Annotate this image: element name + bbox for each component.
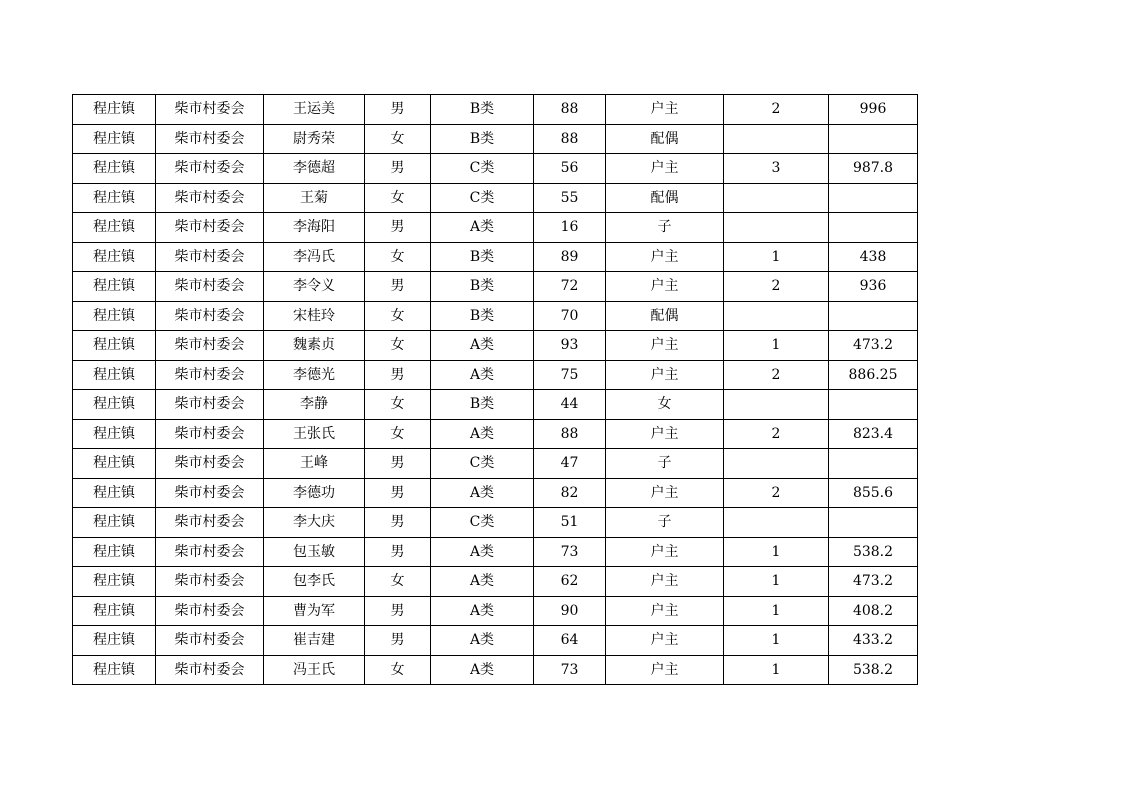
cell-category: A类	[431, 567, 534, 597]
cell-gender: 女	[365, 183, 431, 213]
cell-household-size: 2	[724, 95, 829, 125]
cell-household-size: 1	[724, 331, 829, 361]
cell-village: 柴市村委会	[156, 95, 264, 125]
cell-name: 包李氏	[264, 567, 365, 597]
cell-gender: 男	[365, 95, 431, 125]
cell-amount	[829, 124, 918, 154]
table-body	[73, 95, 918, 685]
cell-category: A类	[431, 537, 534, 567]
cell-category: C类	[431, 449, 534, 479]
cell-age: 56	[534, 154, 606, 184]
cell-age: 88	[534, 95, 606, 125]
cell-household-size: 1	[724, 626, 829, 656]
cell-name: 王运美	[264, 95, 365, 125]
cell-town: 程庄镇	[73, 537, 156, 567]
cell-relation: 户主	[606, 655, 724, 685]
cell-age: 55	[534, 183, 606, 213]
cell-amount: 538.2	[829, 537, 918, 567]
cell-relation: 子	[606, 449, 724, 479]
cell-age: 89	[534, 242, 606, 272]
cell-relation: 配偶	[606, 301, 724, 331]
cell-gender: 男	[365, 154, 431, 184]
cell-household-size	[724, 213, 829, 243]
cell-amount: 438	[829, 242, 918, 272]
cell-village: 柴市村委会	[156, 508, 264, 538]
table-row	[73, 508, 918, 538]
table-row	[73, 272, 918, 302]
cell-village: 柴市村委会	[156, 419, 264, 449]
cell-amount: 823.4	[829, 419, 918, 449]
table-row	[73, 360, 918, 390]
cell-name: 王峰	[264, 449, 365, 479]
cell-name: 李德超	[264, 154, 365, 184]
cell-town: 程庄镇	[73, 331, 156, 361]
cell-name: 李静	[264, 390, 365, 420]
cell-gender: 女	[365, 567, 431, 597]
cell-gender: 女	[365, 124, 431, 154]
cell-category: B类	[431, 95, 534, 125]
cell-household-size	[724, 390, 829, 420]
cell-relation: 户主	[606, 154, 724, 184]
table-row	[73, 124, 918, 154]
cell-town: 程庄镇	[73, 508, 156, 538]
cell-category: C类	[431, 154, 534, 184]
cell-village: 柴市村委会	[156, 537, 264, 567]
table-row	[73, 626, 918, 656]
cell-household-size: 1	[724, 242, 829, 272]
cell-gender: 男	[365, 478, 431, 508]
cell-relation: 户主	[606, 419, 724, 449]
cell-household-size: 2	[724, 360, 829, 390]
table-row	[73, 95, 918, 125]
cell-relation: 户主	[606, 242, 724, 272]
cell-relation: 户主	[606, 596, 724, 626]
cell-amount: 987.8	[829, 154, 918, 184]
table-row	[73, 183, 918, 213]
cell-village: 柴市村委会	[156, 567, 264, 597]
cell-amount: 433.2	[829, 626, 918, 656]
cell-age: 51	[534, 508, 606, 538]
cell-household-size: 1	[724, 537, 829, 567]
cell-gender: 女	[365, 655, 431, 685]
cell-age: 75	[534, 360, 606, 390]
cell-household-size: 2	[724, 478, 829, 508]
cell-amount: 996	[829, 95, 918, 125]
cell-category: B类	[431, 272, 534, 302]
cell-household-size	[724, 301, 829, 331]
cell-age: 72	[534, 272, 606, 302]
beneficiary-table	[72, 94, 918, 685]
cell-age: 90	[534, 596, 606, 626]
cell-age: 70	[534, 301, 606, 331]
cell-town: 程庄镇	[73, 567, 156, 597]
cell-household-size: 3	[724, 154, 829, 184]
cell-category: A类	[431, 213, 534, 243]
cell-category: C类	[431, 183, 534, 213]
cell-category: B类	[431, 390, 534, 420]
cell-age: 62	[534, 567, 606, 597]
cell-village: 柴市村委会	[156, 478, 264, 508]
cell-amount	[829, 301, 918, 331]
cell-household-size: 1	[724, 655, 829, 685]
cell-village: 柴市村委会	[156, 183, 264, 213]
cell-town: 程庄镇	[73, 419, 156, 449]
cell-village: 柴市村委会	[156, 626, 264, 656]
cell-village: 柴市村委会	[156, 390, 264, 420]
cell-village: 柴市村委会	[156, 124, 264, 154]
cell-age: 93	[534, 331, 606, 361]
cell-amount: 538.2	[829, 655, 918, 685]
cell-village: 柴市村委会	[156, 331, 264, 361]
cell-town: 程庄镇	[73, 360, 156, 390]
cell-relation: 女	[606, 390, 724, 420]
cell-village: 柴市村委会	[156, 272, 264, 302]
cell-village: 柴市村委会	[156, 301, 264, 331]
cell-amount: 473.2	[829, 567, 918, 597]
cell-gender: 男	[365, 360, 431, 390]
cell-name: 李冯氏	[264, 242, 365, 272]
cell-gender: 男	[365, 449, 431, 479]
cell-relation: 户主	[606, 567, 724, 597]
cell-relation: 户主	[606, 360, 724, 390]
cell-town: 程庄镇	[73, 626, 156, 656]
cell-town: 程庄镇	[73, 390, 156, 420]
cell-household-size: 2	[724, 272, 829, 302]
cell-name: 包玉敏	[264, 537, 365, 567]
cell-town: 程庄镇	[73, 449, 156, 479]
cell-town: 程庄镇	[73, 272, 156, 302]
cell-age: 88	[534, 419, 606, 449]
cell-gender: 女	[365, 301, 431, 331]
cell-town: 程庄镇	[73, 655, 156, 685]
cell-town: 程庄镇	[73, 478, 156, 508]
cell-name: 王菊	[264, 183, 365, 213]
cell-gender: 男	[365, 508, 431, 538]
cell-village: 柴市村委会	[156, 655, 264, 685]
cell-amount	[829, 508, 918, 538]
cell-category: A类	[431, 596, 534, 626]
cell-relation: 户主	[606, 626, 724, 656]
cell-household-size: 2	[724, 419, 829, 449]
cell-relation: 户主	[606, 95, 724, 125]
cell-town: 程庄镇	[73, 242, 156, 272]
cell-relation: 户主	[606, 331, 724, 361]
cell-age: 82	[534, 478, 606, 508]
cell-gender: 男	[365, 626, 431, 656]
cell-village: 柴市村委会	[156, 449, 264, 479]
cell-gender: 男	[365, 213, 431, 243]
cell-category: A类	[431, 626, 534, 656]
cell-gender: 女	[365, 331, 431, 361]
cell-amount: 473.2	[829, 331, 918, 361]
cell-category: A类	[431, 419, 534, 449]
cell-household-size	[724, 124, 829, 154]
cell-amount: 408.2	[829, 596, 918, 626]
cell-name: 魏素贞	[264, 331, 365, 361]
cell-village: 柴市村委会	[156, 154, 264, 184]
cell-village: 柴市村委会	[156, 242, 264, 272]
cell-household-size: 1	[724, 596, 829, 626]
cell-household-size: 1	[724, 567, 829, 597]
cell-town: 程庄镇	[73, 213, 156, 243]
table-row	[73, 242, 918, 272]
table-row	[73, 567, 918, 597]
cell-amount	[829, 183, 918, 213]
cell-name: 冯王氏	[264, 655, 365, 685]
cell-household-size	[724, 508, 829, 538]
cell-relation: 户主	[606, 478, 724, 508]
cell-age: 44	[534, 390, 606, 420]
cell-category: B类	[431, 301, 534, 331]
cell-age: 47	[534, 449, 606, 479]
cell-relation: 户主	[606, 537, 724, 567]
cell-age: 73	[534, 537, 606, 567]
cell-category: A类	[431, 360, 534, 390]
cell-name: 宋桂玲	[264, 301, 365, 331]
table-row	[73, 331, 918, 361]
cell-household-size	[724, 183, 829, 213]
table-row	[73, 478, 918, 508]
cell-age: 16	[534, 213, 606, 243]
cell-amount	[829, 213, 918, 243]
table-row	[73, 301, 918, 331]
cell-category: B类	[431, 124, 534, 154]
cell-gender: 女	[365, 419, 431, 449]
cell-town: 程庄镇	[73, 124, 156, 154]
cell-name: 尉秀荣	[264, 124, 365, 154]
cell-household-size	[724, 449, 829, 479]
cell-name: 李大庆	[264, 508, 365, 538]
cell-name: 崔吉建	[264, 626, 365, 656]
cell-gender: 女	[365, 242, 431, 272]
cell-category: B类	[431, 242, 534, 272]
cell-gender: 女	[365, 390, 431, 420]
cell-village: 柴市村委会	[156, 213, 264, 243]
cell-relation: 子	[606, 508, 724, 538]
cell-town: 程庄镇	[73, 301, 156, 331]
cell-name: 李令义	[264, 272, 365, 302]
cell-name: 王张氏	[264, 419, 365, 449]
cell-relation: 子	[606, 213, 724, 243]
cell-town: 程庄镇	[73, 183, 156, 213]
cell-village: 柴市村委会	[156, 596, 264, 626]
cell-age: 88	[534, 124, 606, 154]
cell-amount	[829, 449, 918, 479]
cell-age: 73	[534, 655, 606, 685]
cell-amount	[829, 390, 918, 420]
table-row	[73, 655, 918, 685]
cell-relation: 户主	[606, 272, 724, 302]
cell-town: 程庄镇	[73, 596, 156, 626]
cell-town: 程庄镇	[73, 154, 156, 184]
cell-name: 曹为军	[264, 596, 365, 626]
cell-category: C类	[431, 508, 534, 538]
cell-amount: 936	[829, 272, 918, 302]
cell-relation: 配偶	[606, 183, 724, 213]
cell-name: 李德功	[264, 478, 365, 508]
cell-amount: 886.25	[829, 360, 918, 390]
table-row	[73, 390, 918, 420]
cell-name: 李海阳	[264, 213, 365, 243]
table-row	[73, 537, 918, 567]
cell-gender: 男	[365, 596, 431, 626]
table-row	[73, 596, 918, 626]
cell-category: A类	[431, 478, 534, 508]
cell-village: 柴市村委会	[156, 360, 264, 390]
cell-category: A类	[431, 655, 534, 685]
cell-gender: 男	[365, 272, 431, 302]
cell-relation: 配偶	[606, 124, 724, 154]
cell-category: A类	[431, 331, 534, 361]
table-row	[73, 449, 918, 479]
cell-amount: 855.6	[829, 478, 918, 508]
table-row	[73, 419, 918, 449]
table-row	[73, 154, 918, 184]
table-row	[73, 213, 918, 243]
cell-town: 程庄镇	[73, 95, 156, 125]
cell-name: 李德光	[264, 360, 365, 390]
cell-gender: 男	[365, 537, 431, 567]
cell-age: 64	[534, 626, 606, 656]
